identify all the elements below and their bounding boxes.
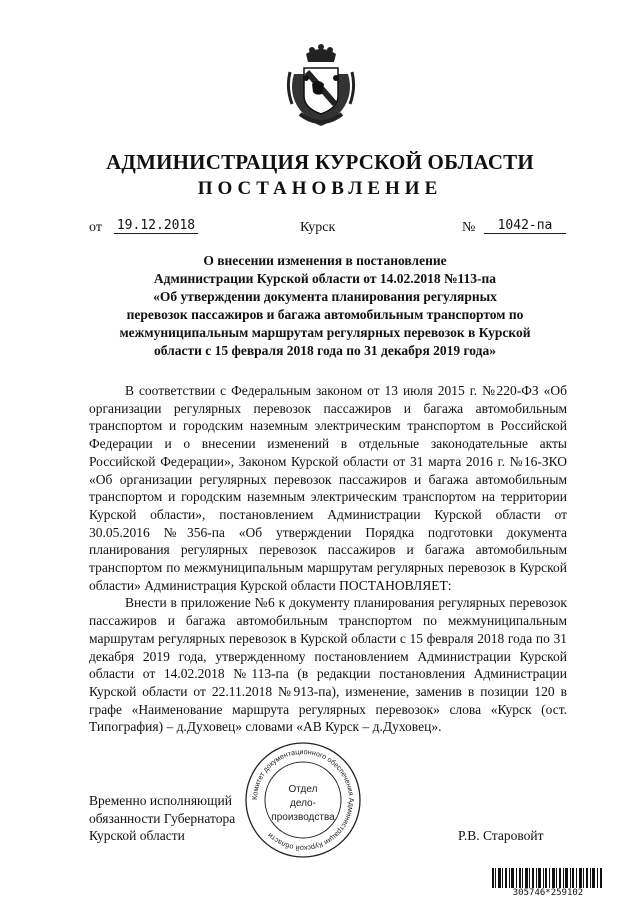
signatory-title xyxy=(89,792,235,845)
subject-line: перевозок пассажиров и багажа автомобильным транспортом по xyxy=(126,307,524,322)
document-date: 19.12.2018 xyxy=(114,218,198,234)
body-paragraph: В соответствии с Федеральным законом от 13 июля 2015 г. №220-ФЗ «Об организации регулярных перевозок пассажиров и багажа автомобильным транспортом и городским наземным электрическим транспортом в Российской Федерации и о внесении изменений в отдельные законодательные акты Российской Федерации», Законом Курской области от 31 марта 2016 г. №16-ЗКО «Об организации регулярных перевозок пассажиров и багажа автомобильным транспортом и городским наземным электрическим транспортом на территории Курской области», постановлением Администрации Курской области от 30.05.2016 №356-па «Об утверждении Порядка подготовки документа планирования регулярных перевозок пассажиров и багажа автомобильным транспортом по межмуниципальным маршрутам регулярных перевозок в Курской области» Администрация Курской области ПОСТАНОВЛЯЕТ: xyxy=(89,383,567,593)
subject-line: межмуниципальным маршрутам регулярных перевозок в Курской xyxy=(119,325,531,340)
signatory-title-line: Курской области xyxy=(89,828,185,844)
stamp-text: Отдел xyxy=(288,784,318,795)
coat-of-arms-icon xyxy=(286,44,356,128)
body-paragraph: Внести в приложение №6 к документу планирования регулярных перевозок пассажиров и багажа автомобильным транспортом по межмуниципальным маршрутам регулярных перевозок в Курской области с 15 февраля 2018 года по 31 декабря 2019 года, утвержденному постановлением Администрации Курской области от 14.02.2018 №113-па (в редакции постановления Администрации Курской области от 22.11.2018 №913-па), изменение, заменив в позиции 120 в графе «Наименование маршрута регулярных перевозок» слова «Курск (ост. Типография) – д.Духовец» словами «АВ Курск – д.Духовец». xyxy=(89,595,567,735)
stamp-text: дело- xyxy=(290,798,316,809)
document-subject xyxy=(100,252,550,360)
subject-line: области с 15 февраля 2018 года по 31 декабря 2019 года» xyxy=(154,343,496,358)
organization-title: АДМИНИСТРАЦИЯ КУРСКОЙ ОБЛАСТИ xyxy=(106,150,534,174)
barcode xyxy=(492,868,604,898)
subject-line: «Об утверждении документа планирования регулярных xyxy=(153,289,497,304)
barcode-number: 305746*259102 xyxy=(492,888,604,898)
signatory-name: Р.В. Старовойт xyxy=(458,828,544,843)
date-label: от xyxy=(89,220,102,235)
document-city: Курск xyxy=(300,220,336,235)
signatory-title-line: Временно исполняющий xyxy=(89,793,232,808)
stamp-ring-text: Комитет документационного обеспечения Администрации Курской области xyxy=(249,746,357,854)
signatory-title-line: обязанности Губернатора xyxy=(89,810,236,826)
document-meta-row xyxy=(0,218,640,240)
subject-line: О внесении изменения в постановление xyxy=(203,253,447,268)
subject-line: Администрации Курской области от 14.02.2018 №113-па xyxy=(153,271,497,286)
document-type-title: ПОСТАНОВЛЕНИЕ xyxy=(197,178,443,199)
number-label: № xyxy=(462,220,476,235)
stamp-text: производства xyxy=(271,812,335,823)
document-number: 1042-па xyxy=(484,218,566,234)
round-stamp-icon xyxy=(243,740,363,860)
document-body xyxy=(89,382,567,736)
